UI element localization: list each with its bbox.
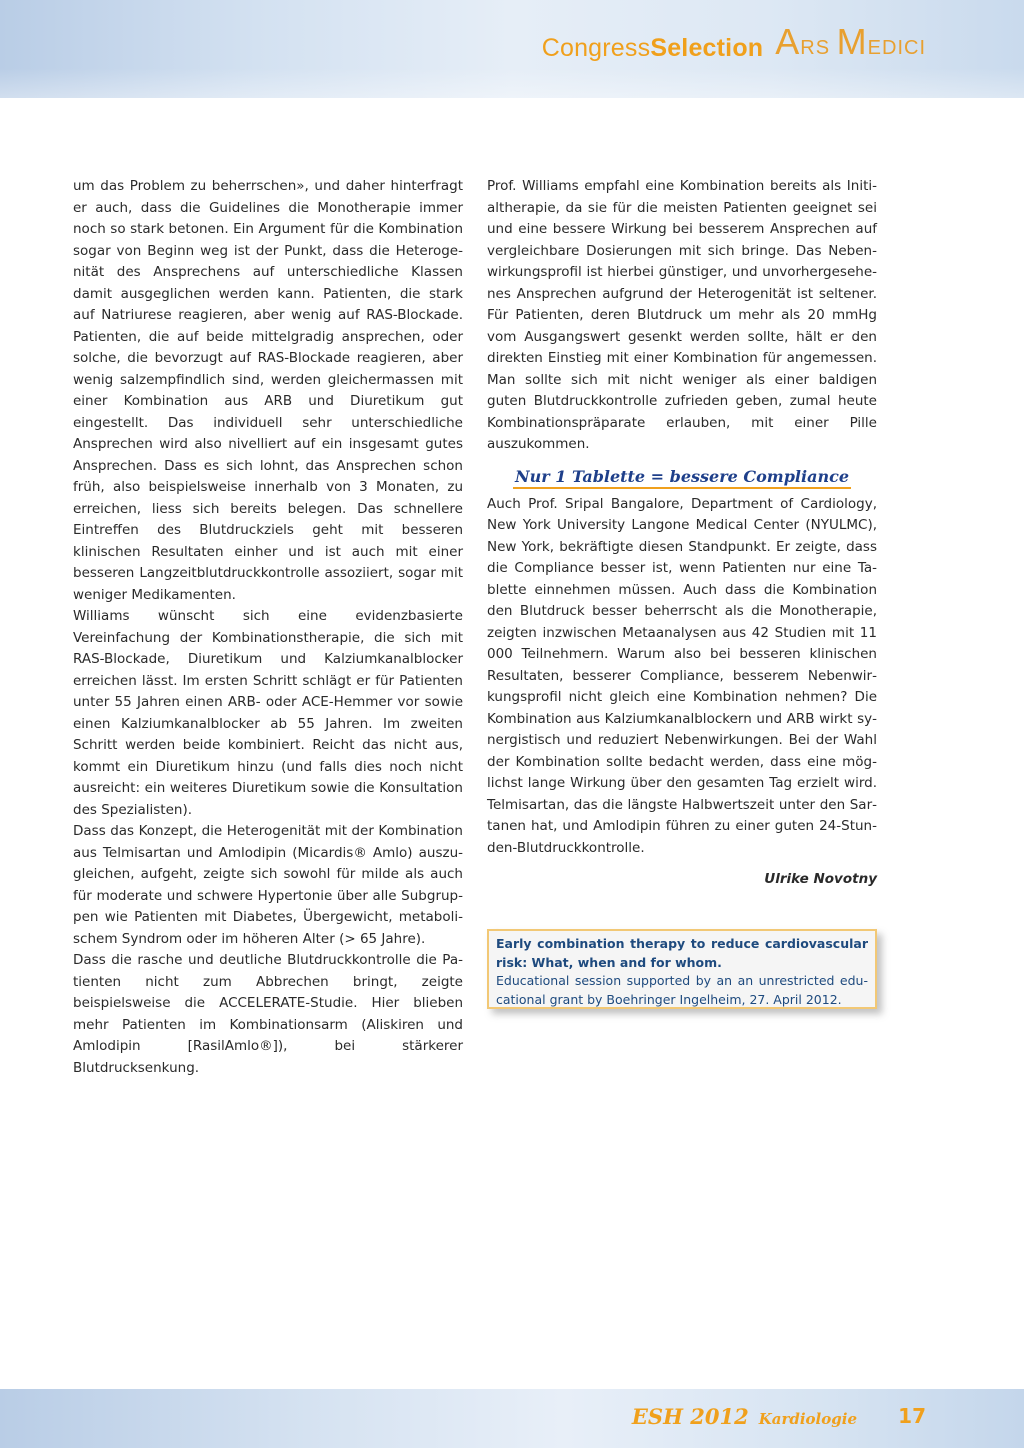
footer-journal — [632, 1404, 857, 1429]
left-paragraph-4: Dass die rasche und deutliche Blutdruckkontrolle die Patienten nicht zum Abbrechen bringt, zeigte beispielsweise die ACCELERATE-Studie. Hier blieben mehr Patienten im Kombinationsarm (Aliskiren und Amlodipin [RasilAmlo®]), bei stärkerer Blutdrucksenkung. — [73, 952, 463, 1076]
brand-logo — [541, 21, 926, 64]
right-paragraph-2: Auch Prof. Sripal Bangalore, Department of Cardiology, New York University Langone Medical Center (NYULMC), New York, bekräftigte diesen Standpunkt. Er zeigte, dass die Compliance besser ist, wenn Patienten nur eine Tablette einnehmen müssen. Auch dass die Kombination den Blutdruck besser beherrscht als die Monotherapie, zeigten inzwischen Metaanalysen aus 42 Studien mit 11 000 Teilnehmern. Warum also bei besseren klinischen Resultaten, besserer Compliance, besserem Nebenwirkungsprofil nicht gleich eine Kombination nehmen? Die Kombination aus Kalziumkanalblockern und ARB wirkt synergistisch und reduziert Nebenwirkungen. Bei der Wahl der Kombination sollte bedacht werden, dass eine möglichst lange Wirkung über den gesamten Tag erzielt wird. Telmisartan, das die längste Halbwertszeit unter den Sartanen hat, und Amlodipin führen zu einer guten 24-Stunden-Blutdruckkontrolle. — [487, 495, 877, 856]
subheading-text: Nur 1 Tablette = bessere Compliance — [513, 467, 851, 489]
left-paragraph-2: Williams wünscht sich eine evidenzbasierte Vereinfachung der Kombinationstherapie, die sich mit RAS-Blockade, Diuretikum und Kalziumkanalblocker erreichen lässt. Im ersten Schritt schlägt er für Patienten unter 55 Jahren einen ARB- oder ACE-Hemmer vor sowie einen Kalziumkanalblocker ab 55 Jahren. Im zweiten Schritt werden beide kombiniert. Reicht das nicht aus, kommt ein Diuretikum hinzu (und falls dies noch nicht ausreicht: ein weiteres Diuretikum sowie die Konsultation des Spezialisten). — [73, 608, 463, 818]
left-column — [73, 176, 463, 1079]
left-paragraph-3: Dass das Konzept, die Heterogenität mit der Kombination aus Telmisartan und Amlodipin (Micardis® Amlo) auszugleichen, aufgeht, zeigte sich sowohl für milde als auch für moderate und schwere Hypertonie über alle Subgruppen wie Patienten mit Diabetes, Übergewicht, metabolischem Syndrom oder im höheren Alter (> 65 Jahre). — [73, 823, 463, 947]
medici-rest: EDICI — [867, 37, 926, 59]
session-description: Educational session supported by an an unrestricted educational grant by Boehringer Ingelheim, 27. April 2012. — [496, 973, 868, 1007]
session-info-box — [487, 929, 877, 1009]
author-name: Ulrike Novotny — [764, 871, 877, 887]
session-title: Early combination therapy to reduce cardiovascular risk: What, when and for whom. — [496, 936, 868, 970]
right-paragraph-1: Prof. Williams empfahl eine Kombination bereits als Initialtherapie, da sie für die meisten Patienten geeignet sei und eine bessere Wirkung bei besserem Ansprechen auf vergleichbare Dosierungen mit sich bringe. Das Nebenwirkungsprofil ist hierbei günstiger, und unvorhergesehenes Ansprechen aufgrund der Heterogenität ist seltener. Für Patienten, deren Blutdruck um mehr als 20 mmHg vom Ausgangswert gesenkt werden sollte, hält er den direkten Einstieg mit einer Kombination für angemessen. Man sollte sich mit nicht weniger als einer baldigen guten Blutdruckkontrolle zufrieden geben, zumal heute Kombinationspräparate erlauben, mit einer Pille auszukommen. — [487, 178, 877, 452]
ars-initial: A — [775, 21, 801, 62]
congress-word: Congress — [541, 34, 651, 62]
ars-rest: RS — [800, 37, 831, 59]
selection-word: Selection — [650, 34, 764, 62]
right-column — [487, 176, 877, 891]
congress-selection-logo — [542, 32, 764, 64]
medici-initial: M — [836, 21, 868, 62]
left-paragraph-1: um das Problem zu beherrschen», und daher hinterfragt er auch, dass die Guidelines die Monotherapie immer noch so stark betonen. Ein Argument für die Kombination sogar von Beginn weg ist der Punkt, dass die Heterogenität des Ansprechens auf unterschiedliche Klassen damit ausgeglichen werden kann. Patienten, die stark auf Natriurese reagieren, aber wenig auf RAS-Blockade. Patienten, die auf beide mittelgradig ansprechen, oder solche, die bevorzugt auf RAS-Blockade reagieren, aber wenig salzempfindlich sind, werden gleichermassen mit einer Kombination aus ARB und Diuretikum gut eingestellt. Das individuell sehr unterschiedliche Ansprechen wird also nivelliert auf ein insgesamt gutes Ansprechen. Dass es sich lohnt, das Ansprechen schon früh, also beispielsweise innerhalb von 3 Monaten, zu erreichen, liess sich bereits belegen. Das schnellere Eintreffen des Blutdruckziels geht mit besseren klinischen Resultaten einher und ist auch mit einer besseren Langzeitblutdruckkontrolle assoziiert, sogar mit weniger Medikamenten. — [73, 178, 463, 603]
subheading — [487, 466, 877, 488]
ars-medici-logo — [775, 21, 926, 64]
footer-band — [0, 1389, 1024, 1448]
footer-section: Kardiologie — [758, 1410, 857, 1428]
footer-esh: ESH 2012 — [631, 1404, 749, 1429]
page-number: 17 — [898, 1404, 926, 1428]
